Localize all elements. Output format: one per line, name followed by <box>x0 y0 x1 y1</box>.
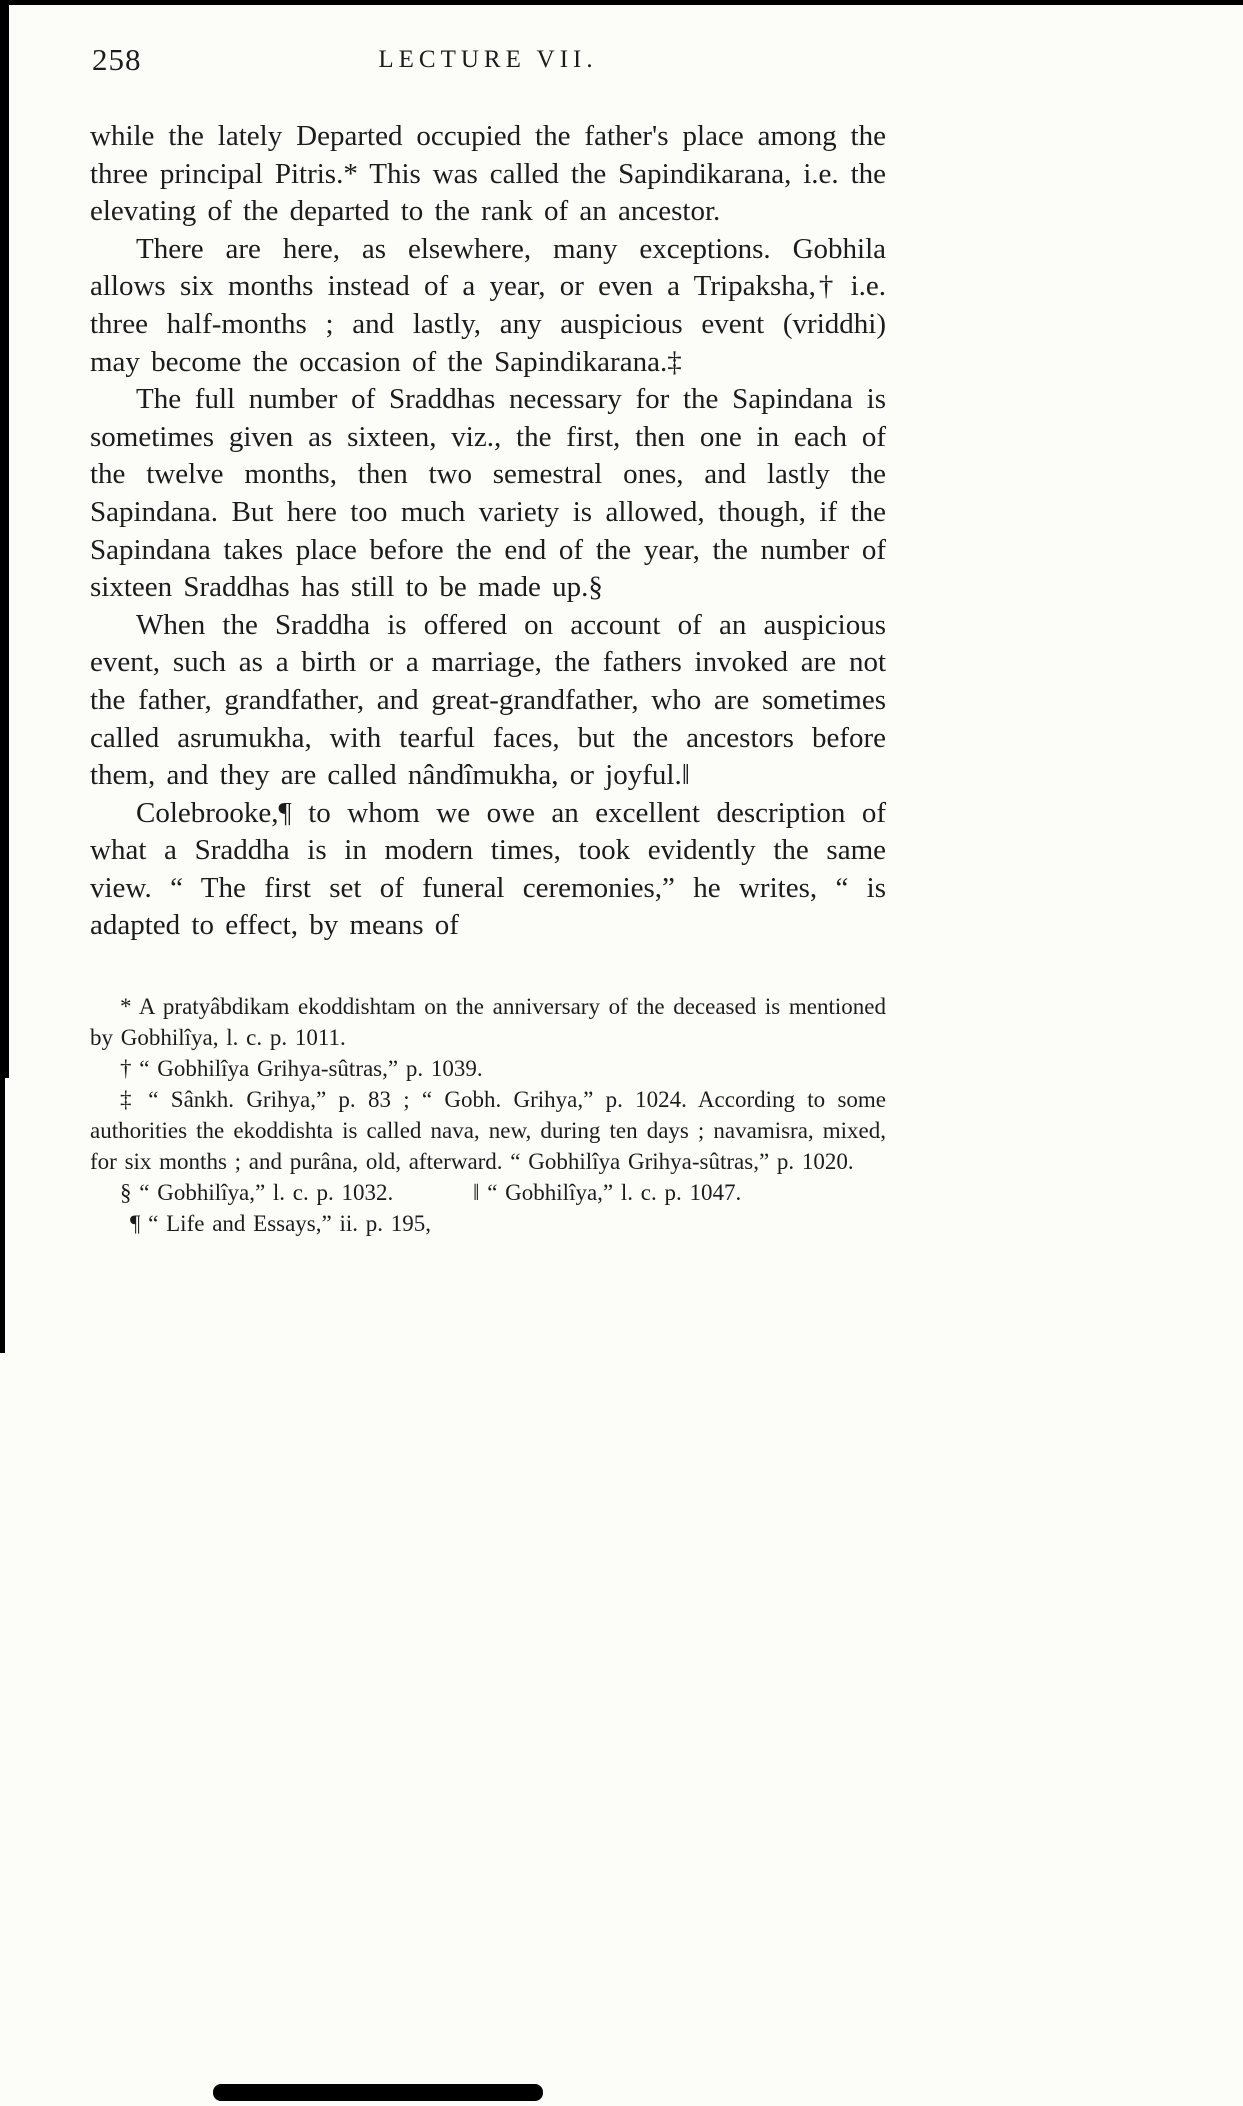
paragraph-colebrooke: Colebrooke,¶ to whom we owe an excellent description of what a Sraddha is in modern times, took evidently the same view. “ The first set of funeral ceremonies,” he writes, “ is adapted to effect, by means of <box>90 796 886 942</box>
running-title: LECTURE VII. <box>378 46 598 73</box>
page-number: 258 <box>92 42 142 77</box>
page-header <box>90 42 886 82</box>
footnote-section-mark: § “ Gobhilîya,” l. c. p. 1032. <box>120 1180 394 1206</box>
footnote-asterisk: * A pratyâbdikam ekoddishtam on the anniversary of the deceased is mentioned by Gobhilîya, l. c. p. 1011. <box>90 994 886 1051</box>
scan-artifact-left-edge-lower <box>0 1078 5 1353</box>
paragraph-sraddha-number: The full number of Sraddhas necessary for the Sapindana is sometimes given as sixteen, viz., the first, then one in each of the twelve months, then two semestral ones, and lastly the Sapindana. But here too much variety is allowed, though, if the Sapindana takes place before the end of the year, the number of sixteen Sraddhas has still to be made up.§ <box>90 383 886 604</box>
footnote-parallels-mark: ‖ “ Gobhilîya,” l. c. p. 1047. <box>473 1180 742 1206</box>
paragraph-auspicious-sraddha: When the Sraddha is offered on account of an auspicious event, such as a birth or a marriage, the fathers invoked are not the father, grandfather, and great-grandfather, who are sometimes called asrumukha, with tearful faces, but the ancestors before them, and they are called nândîmukha, or joyful.‖ <box>90 608 886 792</box>
page-content <box>90 0 886 1239</box>
paragraph-exceptions: There are here, as elsewhere, many exceptions. Gobhila allows six months instead of a year, or even a Tripaksha,† i.e. three half-months ; and lastly, any auspicious event (vriddhi) may become the occasion of the Sapindikarana.‡ <box>90 232 886 378</box>
footnote-pilcrow: ¶ “ Life and Essays,” ii. p. 195, <box>130 1211 431 1237</box>
paragraph-continuation: while the lately Departed occupied the father's place among the three principal Pitris.* This was called the Sapindikarana, i.e. the elevating of the departed to the rank of an ancestor. <box>90 120 886 228</box>
footnotes-section <box>90 991 886 1239</box>
scan-artifact-bottom-bar <box>213 2084 543 2101</box>
footnote-double-dagger: ‡ “ Sânkh. Grihya,” p. 83 ; “ Gobh. Grihya,” p. 1024. According to some authorities the ekoddishta is called nava, new, during ten days ; navamisra, mixed, for six months ; and purâna, old, afterward. “ Gobhilîya Grihya-sûtras,” p. 1020. <box>90 1087 886 1175</box>
body-text <box>90 118 886 945</box>
scan-artifact-left-edge <box>0 0 9 1078</box>
footnote-dagger: † “ Gobhilîya Grihya-sûtras,” p. 1039. <box>120 1056 483 1082</box>
footnote-pair-row <box>90 1177 886 1208</box>
